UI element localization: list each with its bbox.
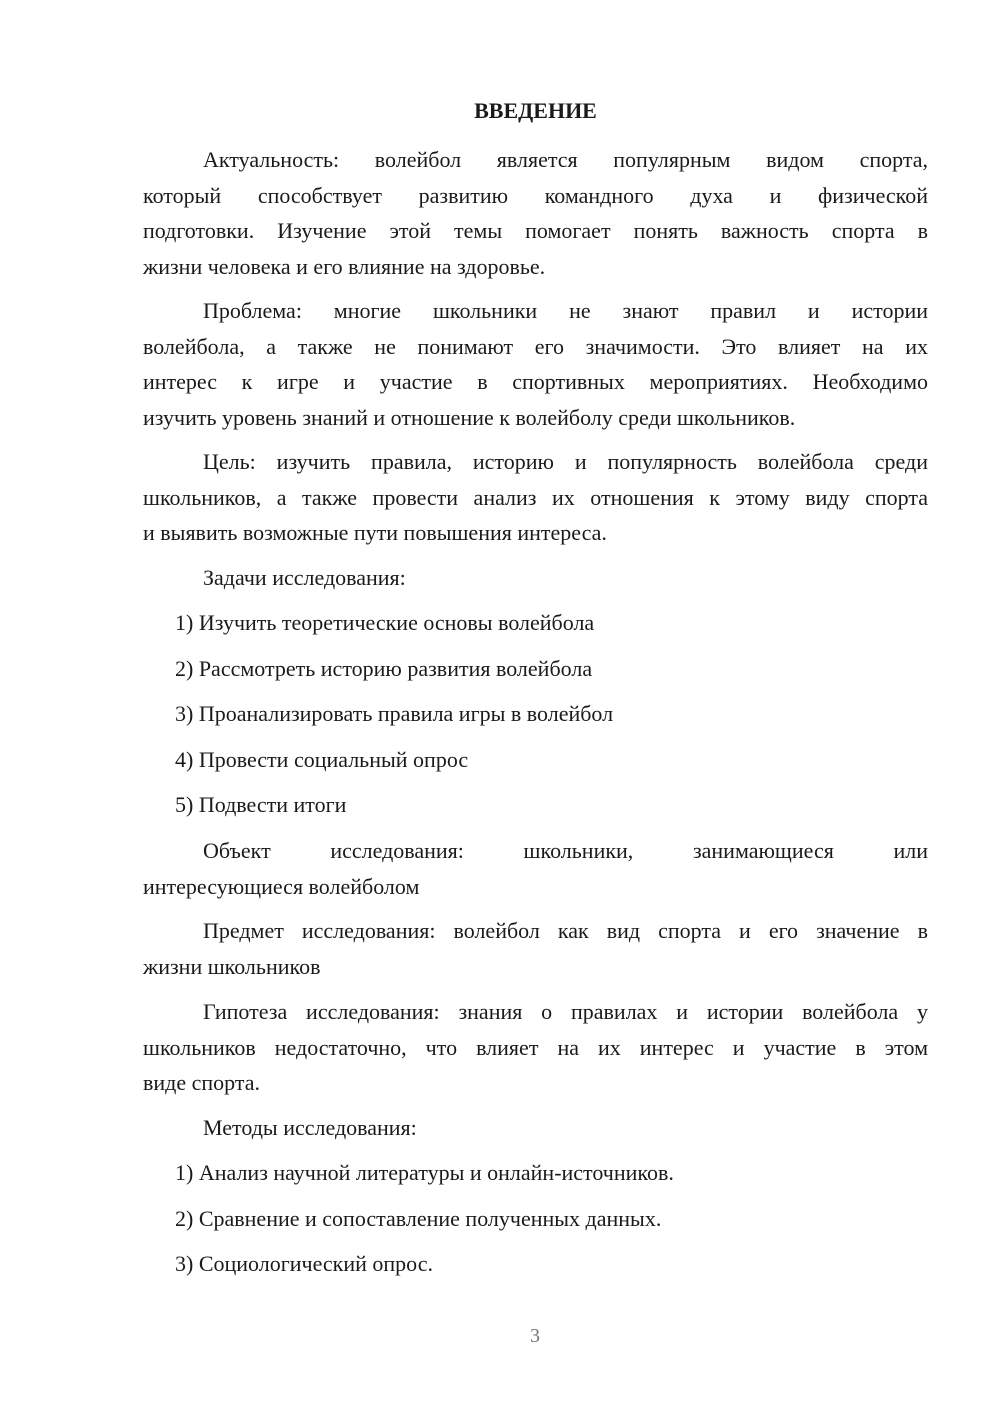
subject-line: жизни школьников xyxy=(143,953,321,979)
task-item: 5) Подвести итоги xyxy=(175,792,347,817)
subject-line: Предмет исследования: волейбол как вид спорта и его значение в xyxy=(203,918,928,943)
problem-line: Проблема: многие школьники не знают правил и истории xyxy=(203,298,928,323)
goal-line: и выявить возможные пути повышения интереса. xyxy=(143,520,607,545)
hypothesis-line: школьников недостаточно, что влияет на их интерес и участие в этом xyxy=(143,1034,928,1060)
method-item: 3) Социологический опрос. xyxy=(175,1251,433,1276)
task-item: 1) Изучить теоретические основы волейбола xyxy=(175,610,595,635)
methods-heading: Методы исследования: xyxy=(203,1115,417,1140)
object-line: интересующиеся волейболом xyxy=(143,873,420,899)
task-item: 4) Провести социальный опрос xyxy=(175,747,469,772)
goal-paragraph xyxy=(143,444,928,551)
relevance-line: Актуальность: волейбол является популярным видом спорта, xyxy=(203,147,928,172)
method-item: 1) Анализ научной литературы и онлайн-источников. xyxy=(175,1160,674,1185)
relevance-line: подготовки. Изучение этой темы помогает понять важность спорта в xyxy=(143,218,928,243)
problem-line: интерес к игре и участие в спортивных мероприятиях. Необходимо xyxy=(143,369,928,394)
goal-line: школьников, а также провести анализ их отношения к этому виду спорта xyxy=(143,484,928,510)
relevance-line: жизни человека и его влияние на здоровье. xyxy=(143,253,546,279)
problem-line: волейбола, а также не понимают его значимости. Это влияет на их xyxy=(143,333,928,359)
relevance-line: который способствует развитию командного духа и физической xyxy=(143,182,928,208)
method-item: 2) Сравнение и сопоставление полученных данных. xyxy=(175,1206,662,1231)
problem-paragraph xyxy=(143,293,928,435)
relevance-paragraph xyxy=(143,142,928,284)
object-line: Объект исследования: школьники, занимающиеся или xyxy=(203,838,928,863)
page-title: ВВЕДЕНИЕ xyxy=(474,98,597,123)
subject-paragraph xyxy=(143,913,928,984)
page-number: 3 xyxy=(530,1325,540,1347)
object-paragraph xyxy=(143,833,928,904)
problem-line: изучить уровень знаний и отношение к волейболу среди школьников. xyxy=(143,404,796,430)
hypothesis-line: виде спорта. xyxy=(143,1070,261,1095)
goal-line: Цель: изучить правила, историю и популярность волейбола среди xyxy=(203,449,928,474)
hypothesis-paragraph xyxy=(143,994,928,1101)
tasks-heading: Задачи исследования: xyxy=(203,565,406,590)
task-item: 3) Проанализировать правила игры в волейбол xyxy=(175,701,614,726)
task-item: 2) Рассмотреть историю развития волейбола xyxy=(175,656,593,681)
hypothesis-line: Гипотеза исследования: знания о правилах и истории волейбола у xyxy=(203,999,928,1024)
